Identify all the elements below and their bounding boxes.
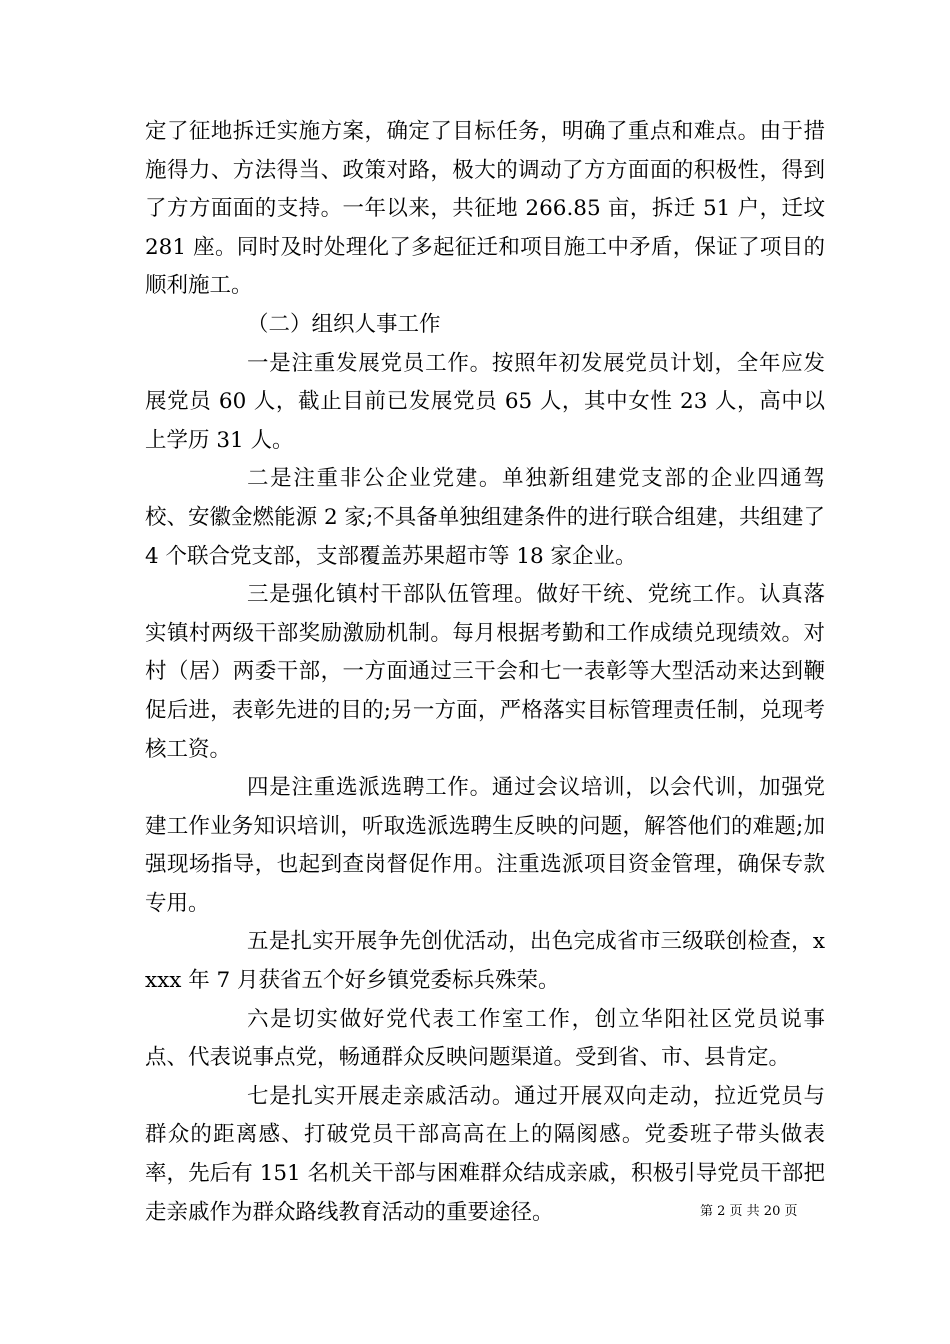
paragraph-cadre-management: 三是强化镇村干部队伍管理。做好干统、党统工作。认真落实镇村两级干部奖励激励机制。每月根据考勤和工作成绩兑现绩效。对村（居）两委干部，一方面通过三干会和七一表彰等大型活动来达到鞭促后进，表彰先进的目的;另一方面，严格落实目标管理责任制，兑现考核工资。 — [145, 582, 825, 762]
page-number-footer: 第 2 页 共 20 页 — [700, 1204, 798, 1219]
document-body — [145, 113, 825, 1232]
paragraph-visiting-relatives: 七是扎实开展走亲戚活动。通过开展双向走动，拉近党员与群众的距离感、打破党员干部高高在上的隔阂感。党委班子带头做表率，先后有 151 名机关干部与困难群众结成亲戚，积极引导党员干部把走亲戚作为群众路线教育活动的重要途径。 — [145, 1083, 825, 1225]
section-heading-personnel: （二）组织人事工作 — [247, 311, 441, 337]
paragraph-selection-recruitment: 四是注重选派选聘工作。通过会议培训，以会代训，加强党建工作业务知识培训，听取选派选聘生反映的问题，解答他们的难题;加强现场指导，也起到查岗督促作用。注重选派项目资金管理，确保专款专用。 — [145, 775, 825, 916]
paragraph-non-public-party-building: 二是注重非公企业党建。单独新组建党支部的企业四通驾校、安徽金燃能源 2 家;不具备单独组建条件的进行联合组建，共组建了 4 个联合党支部，支部覆盖苏果超市等 18 家企业。 — [145, 466, 825, 569]
paragraph-party-member-development: 一是注重发展党员工作。按照年初发展党员计划，全年应发展党员 60 人，截止目前已发展党员 65 人，其中女性 23 人，高中以上学历 31 人。 — [145, 350, 825, 453]
paragraph-land-acquisition: 定了征地拆迁实施方案，确定了目标任务，明确了重点和难点。由于措施得力、方法得当、政策对路，极大的调动了方方面面的积极性，得到了方方面面的支持。一年以来，共征地 266.85 亩，拆迁 51 户，迁坟 281 座。同时及时处理化了多起征迁和项目施工中矛盾，保证了项目的顺利施工。 — [145, 119, 825, 299]
paragraph-representative-office: 六是切实做好党代表工作室工作，创立华阳社区党员说事点、代表说事点党，畅通群众反映问题渠道。受到省、市、县肯定。 — [145, 1006, 825, 1071]
paragraph-excellence-activity: 五是扎实开展争先创优活动，出色完成省市三级联创检查，xxxx 年 7 月获省五个好乡镇党委标兵殊荣。 — [145, 929, 825, 994]
